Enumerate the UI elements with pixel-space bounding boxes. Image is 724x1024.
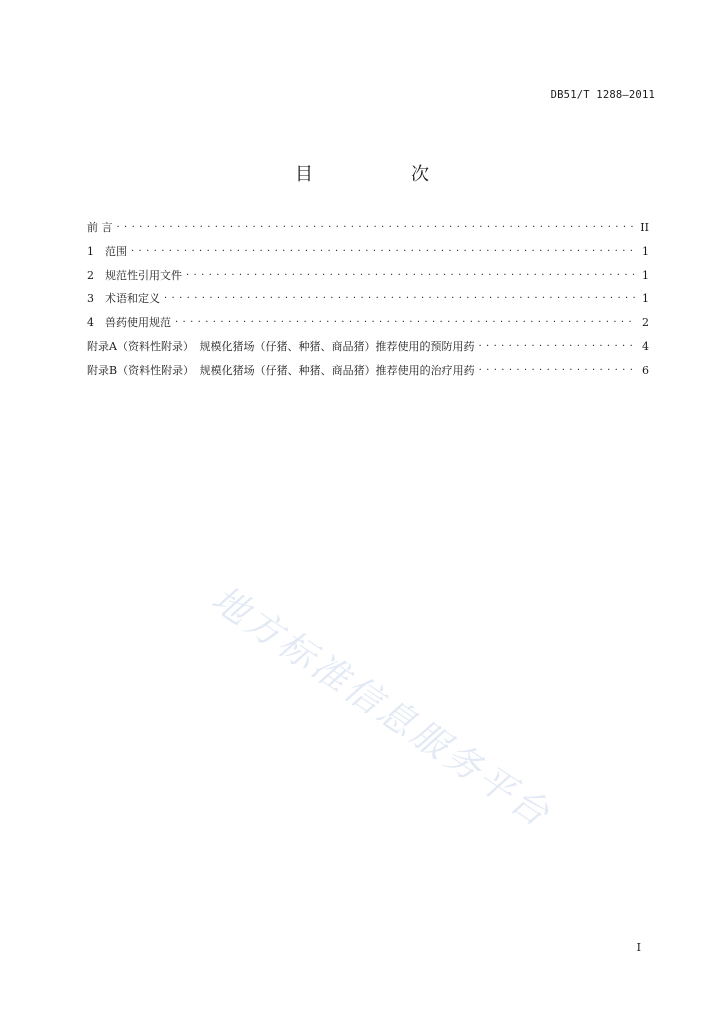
toc-entry-appendix-a[interactable] <box>87 338 649 353</box>
toc-entry-page: 1 <box>642 244 649 258</box>
toc-entry-label: 4 兽药使用规范 <box>87 316 171 330</box>
toc-entry-label: 附录B（资料性附录） 规模化猪场（仔猪、种猪、商品猪）推荐使用的治疗用药 <box>87 363 475 377</box>
toc-leader-dots <box>186 267 635 279</box>
table-of-contents <box>87 219 649 386</box>
toc-entry-label: 附录A（资料性附录） 规模化猪场（仔猪、种猪、商品猪）推荐使用的预防用药 <box>87 339 475 353</box>
toc-entry-page: 2 <box>642 316 649 330</box>
watermark: 地方标准信息服务平台 <box>204 578 559 837</box>
toc-entry-appendix-b[interactable] <box>87 362 649 377</box>
toc-entry-page: 1 <box>642 292 649 306</box>
toc-entry-foreword[interactable] <box>87 219 649 234</box>
toc-entry-page: 1 <box>642 268 649 282</box>
page-number: I <box>636 941 641 954</box>
standard-code: DB51/T 1288—2011 <box>550 89 655 101</box>
toc-entry-terms-definitions[interactable] <box>87 290 649 306</box>
toc-entry-label: 3 术语和定义 <box>87 292 160 306</box>
toc-entry-scope[interactable] <box>87 243 649 258</box>
toc-leader-dots <box>175 314 635 326</box>
toc-leader-dots <box>479 362 635 374</box>
toc-entry-veterinary-drug-rules[interactable] <box>87 314 649 330</box>
toc-entry-page: 4 <box>642 339 649 353</box>
toc-entry-label: 1 范围 <box>87 244 127 258</box>
toc-entry-page: 6 <box>642 363 649 377</box>
toc-leader-dots <box>117 219 636 231</box>
toc-leader-dots <box>131 243 635 255</box>
page-title: 目 次 <box>295 164 469 185</box>
toc-entry-label: 2 规范性引用文件 <box>87 268 182 282</box>
toc-leader-dots <box>164 290 635 302</box>
toc-leader-dots <box>478 338 635 350</box>
toc-entry-page: II <box>640 221 649 234</box>
toc-entry-normative-references[interactable] <box>87 267 649 282</box>
toc-entry-label: 前 言 <box>87 221 113 234</box>
